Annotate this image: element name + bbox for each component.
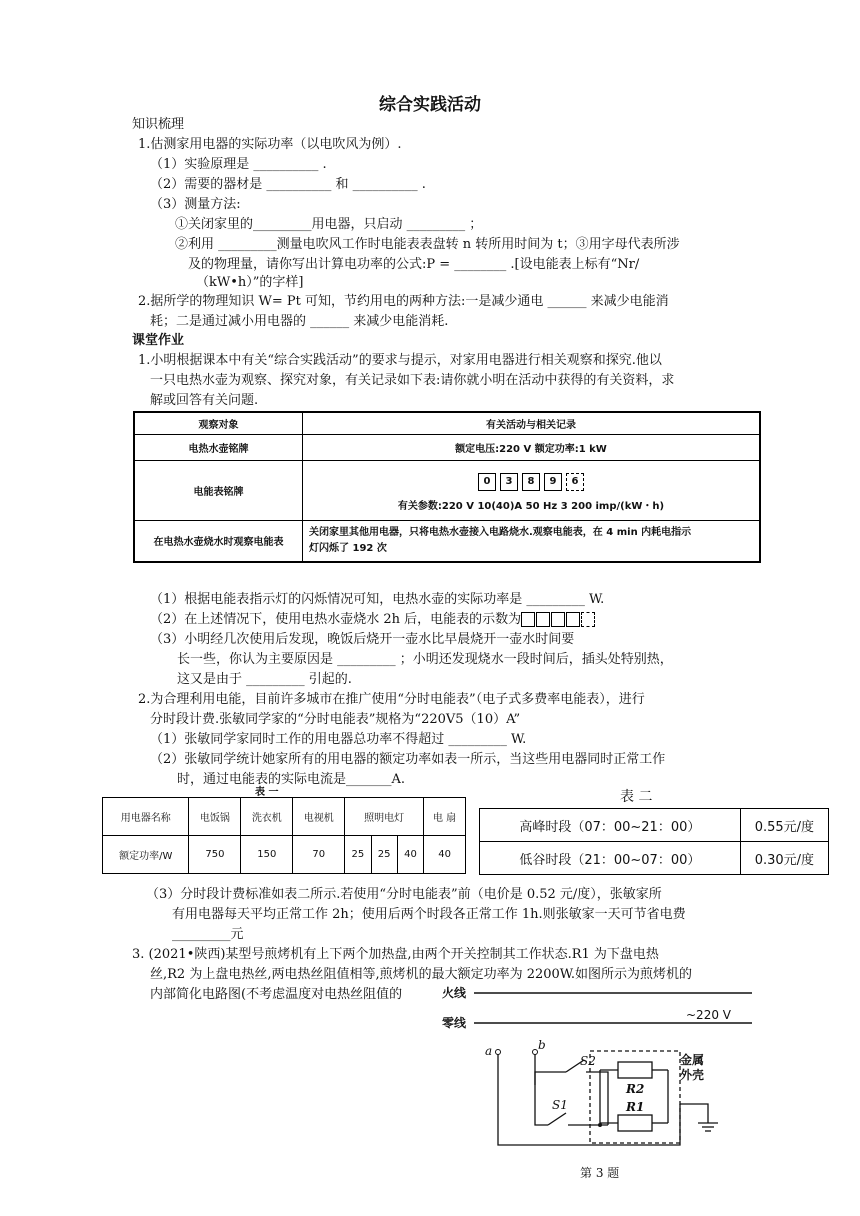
text-line: 长一些，你认为主要原因是 _________ ；小明还发现烧水一段时间后，插头处特别热，: [177, 652, 673, 667]
text-line: ②利用 _________测量电吹风工作时电能表表盘转 n 转所用时间为 t；③用字母代表所涉: [175, 237, 680, 252]
metal-shell-label: 金属外壳: [680, 1053, 705, 1082]
table-cell: 额定功率/W: [103, 836, 189, 874]
text-span: （2）在上述情况下，使用电热水壶烧水 2h 后，电能表的示数为: [150, 612, 522, 627]
text-line: （2）需要的器材是 __________ 和 __________ .: [150, 177, 426, 192]
record-text: 关闭家里其他用电器，只将电热水壶接入电路烧水.观察电能表，在 4 min 内耗电指示: [309, 526, 692, 538]
table-cell: [303, 520, 761, 562]
table-header: 照明电灯: [345, 798, 424, 836]
text-line: 分时段计费.张敏同学家的“分时电能表”规格为“220V5（10）A”: [150, 712, 521, 727]
resistor-r2: [618, 1062, 652, 1078]
text-line: 2.据所学的物理知识 W= Pt 可知，节约用电的两种方法:一是减少通电 ______ 来减少电能消: [138, 294, 669, 309]
table-caption: 表 二: [620, 789, 653, 805]
text-line: 耗；二是通过减小用电器的 ______ 来减少电能消耗.: [150, 314, 449, 329]
live-wire-label: 火线: [442, 986, 467, 1000]
table-cell: 0.55元/度: [740, 809, 828, 842]
text-line: 1.估测家用电器的实际功率（以电吹风为例）.: [138, 137, 402, 152]
table-header: 观察对象: [134, 412, 303, 434]
table-cell: 电热水壶铭牌: [134, 434, 303, 460]
neutral-wire-label: 零线: [442, 1016, 467, 1030]
answer-box: [521, 612, 535, 627]
text-line: 内部简化电路图(不考虑温度对电热丝阻值的: [150, 987, 403, 1002]
text-line: 1.小明根据课本中有关“综合实践活动”的要求与提示，对家用电器进行相关观察和探究.他以: [138, 353, 662, 368]
table-cell: 25: [371, 836, 397, 874]
answer-box: [551, 612, 565, 627]
text-line: 及的物理量，请你写出计算电功率的公式:P = ________ .[设电能表上标有“Nr/: [188, 257, 640, 272]
meter-digit: 8: [522, 473, 540, 491]
table-header: 有关活动与相关记录: [303, 412, 761, 434]
resistor-r2-label: R2: [626, 1082, 645, 1096]
text-line: （3）小明经几次使用后发现，晚饭后烧开一壶水比早晨烧开一壶水时间要: [150, 632, 575, 647]
text-line: [150, 611, 596, 629]
answer-box: [581, 612, 595, 627]
terminal-a-label: a: [485, 1044, 493, 1058]
page-title: 综合实践活动: [379, 95, 481, 115]
section-heading: 课堂作业: [132, 333, 185, 348]
meter-digits: [309, 473, 753, 491]
table-header: 电 扇: [424, 798, 466, 836]
record-table: [133, 411, 761, 563]
text-line: 2.为合理利用电能，目前许多城市在推广使用“分时电能表”（电子式多费率电能表），进行: [138, 692, 645, 707]
switch-s1: [548, 1113, 566, 1125]
terminal-b-label: b: [538, 1038, 546, 1052]
table-cell: 在电热水壶烧水时观察电能表: [134, 520, 303, 562]
text-line: （1）张敏同学家同时工作的用电器总功率不得超过 _________ W.: [150, 732, 527, 747]
text-line: ①关闭家里的_________用电器，只启动 _________ ；: [175, 217, 483, 232]
figure-caption: 第 3 题: [580, 1166, 620, 1180]
table-cell: 高峰时段（07：00~21：00）: [480, 809, 741, 842]
table-header: 洗衣机: [241, 798, 293, 836]
tariff-table: [479, 808, 829, 875]
meter-digit: 0: [478, 473, 496, 491]
appliance-table: [102, 797, 466, 874]
text-line: 丝,R2 为上盘电热丝,两电热丝阻值相等,煎烤机的最大额定功率为 2200W.如图所示为煎烤机的: [150, 967, 693, 982]
table-cell: 25: [345, 836, 371, 874]
answer-box: [566, 612, 580, 627]
text-line: 一只电热水壶为观察、探究对象，有关记录如下表:请你就小明在活动中获得的有关资料，求: [150, 373, 675, 388]
table-cell: 电能表铭牌: [134, 460, 303, 520]
meter-digit: 9: [544, 473, 562, 491]
text-line: 3. (2021•陕西)某型号煎烤机有上下两个加热盘,由两个开关控制其工作状态.R1 为下盘电热: [132, 947, 659, 962]
meter-params: 有关参数:220 V 10(40)A 50 Hz 3 200 imp/(kW・h): [397, 500, 665, 512]
table-cell: 70: [293, 836, 345, 874]
section-heading: 知识梳理: [132, 117, 185, 132]
text-line: _________元: [172, 927, 244, 942]
resistor-r1-label: R1: [626, 1100, 645, 1114]
text-line: （1）根据电能表指示灯的闪烁情况可知，电热水壶的实际功率是 _________ W.: [150, 592, 605, 607]
table-cell: 0.30元/度: [740, 842, 828, 875]
table-header: 电饭锅: [189, 798, 241, 836]
table-cell: 额定电压:220 V 额定功率:1 kW: [303, 434, 761, 460]
switch-s2-label: S2: [580, 1054, 596, 1068]
voltage-label: ~220 V: [686, 1008, 731, 1022]
resistor-r1: [618, 1115, 652, 1131]
table-caption: 表 一: [255, 787, 279, 798]
table-cell: 150: [241, 836, 293, 874]
text-line: 这又是由于 _________ 引起的.: [177, 672, 352, 687]
table-cell: 40: [424, 836, 466, 874]
text-line: （1）实验原理是 __________ .: [150, 157, 327, 172]
text-line: （3）测量方法:: [150, 197, 241, 212]
answer-box: [536, 612, 550, 627]
meter-digit-decimal: 6: [566, 473, 584, 491]
table-header: 电视机: [293, 798, 345, 836]
table-cell: 低谷时段（21：00~07：00）: [480, 842, 741, 875]
text-line: 时，通过电能表的实际电流是_______A.: [177, 772, 406, 787]
text-line: （3）分时段计费标准如表二所示.若使用“分时电能表”前（电价是 0.52 元/度），张敏家所: [146, 887, 662, 902]
table-cell: 750: [189, 836, 241, 874]
meter-cell: [303, 460, 761, 520]
meter-digit: 3: [500, 473, 518, 491]
text-line: 有用电器每天平均正常工作 2h；使用后两个时段各正常工作 1h.则张敏家一天可节省电费: [172, 907, 686, 922]
text-line: （2）张敏同学统计她家所有的用电器的额定功率如表一所示，当这些用电器同时正常工作: [150, 752, 666, 767]
circuit-diagram: [440, 985, 760, 1185]
text-line: （kW•h）”的字样]: [196, 275, 304, 290]
table-cell: 40: [397, 836, 423, 874]
text-line: 解或回答有关问题.: [150, 393, 259, 408]
table-header: 用电器名称: [103, 798, 189, 836]
switch-s1-label: S1: [552, 1098, 568, 1112]
record-text: 灯闪烁了 192 次: [309, 542, 387, 554]
